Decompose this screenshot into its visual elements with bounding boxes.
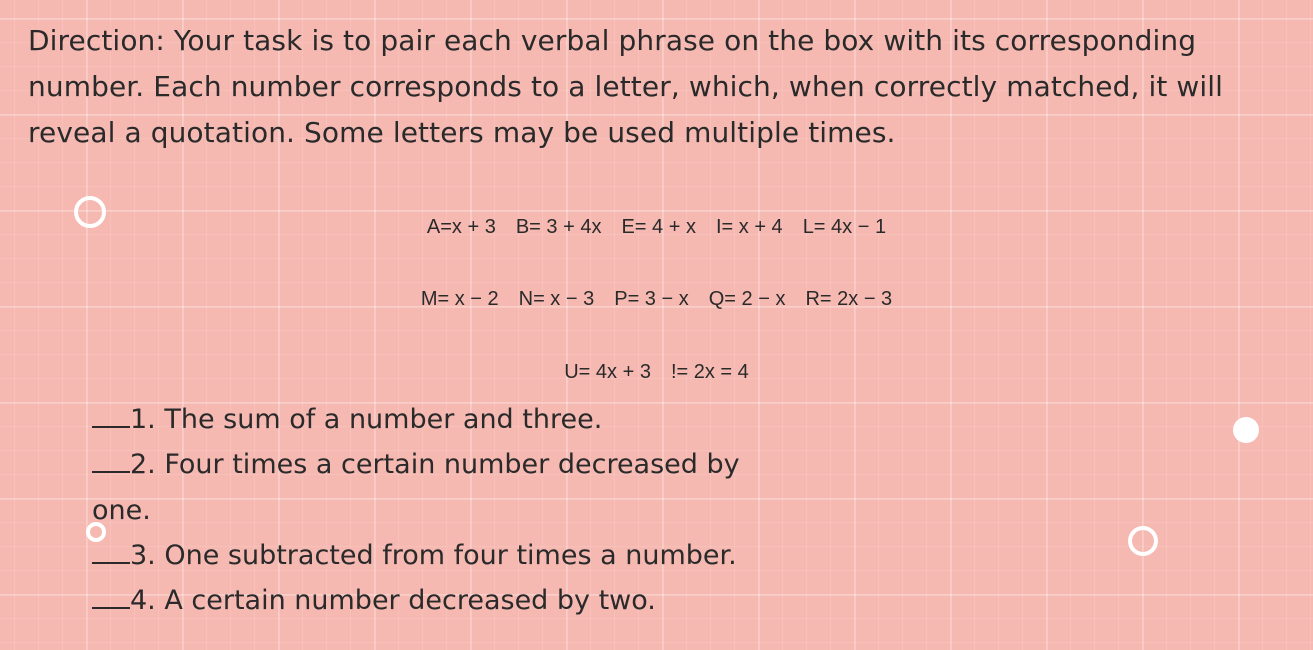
equation-r: R= 2x − 3 xyxy=(805,288,893,310)
direction-text: Direction: Your task is to pair each verbal phrase on the box with its corresponding number. Each number corresponds to a letter, which, when correctly matched, it will reveal a quotation. Some letters may be used multiple times. xyxy=(28,24,1224,149)
answer-blank-2[interactable] xyxy=(92,449,130,473)
equation-u: U= 4x + 3 xyxy=(564,361,651,383)
answer-blank-3[interactable] xyxy=(92,540,130,564)
equation-l: L= 4x − 1 xyxy=(802,216,887,238)
equation-a: A=x + 3 xyxy=(426,216,496,238)
decorative-dot-icon xyxy=(1233,417,1259,443)
equation-e: E= 4 + x xyxy=(621,216,696,238)
item-1-text: 1. The sum of a number and three. xyxy=(130,404,603,435)
item-2 xyxy=(92,443,740,487)
equation-m: M= x − 2 xyxy=(420,288,499,310)
equation-q: Q= 2 − x xyxy=(708,288,786,310)
item-4 xyxy=(92,579,656,623)
item-3-text: 3. One subtracted from four times a number. xyxy=(130,540,737,571)
answer-blank-1[interactable] xyxy=(92,404,130,428)
equation-exclamation: != 2x = 4 xyxy=(670,361,749,383)
answer-blank-4[interactable] xyxy=(92,585,130,609)
equation-row-2 xyxy=(0,288,1313,311)
item-4-text: 4. A certain number decreased by two. xyxy=(130,585,656,616)
equation-row-3 xyxy=(0,361,1313,384)
item-2-text-continued: one. xyxy=(92,495,151,526)
equation-row-1 xyxy=(0,216,1313,239)
decorative-ring-right-icon xyxy=(1128,526,1158,556)
item-1 xyxy=(92,398,602,442)
item-3 xyxy=(92,534,737,578)
decorative-ring-small-icon xyxy=(86,522,106,542)
equation-b: B= 3 + 4x xyxy=(515,216,602,238)
equation-i: I= x + 4 xyxy=(715,216,783,238)
decorative-ring-icon xyxy=(74,196,106,228)
equation-n: N= x − 3 xyxy=(518,288,595,310)
equation-p: P= 3 − x xyxy=(614,288,689,310)
item-2-text: 2. Four times a certain number decreased by xyxy=(130,449,740,480)
